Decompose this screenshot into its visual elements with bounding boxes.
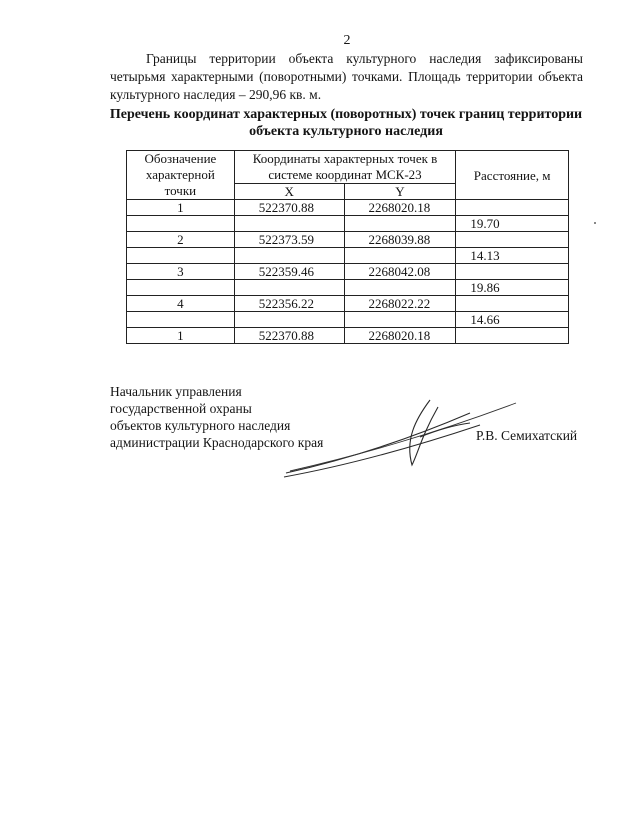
intro-paragraph: Границы территории объекта культурного наследия зафиксированы четырьмя характерными (поворотными) точками. Площадь территории объекта культурного наследия – 290,96 кв. м. (110, 51, 583, 102)
point-cell (127, 280, 235, 296)
coordinates-table (126, 150, 569, 344)
x-coordinate-cell: 522370.88 (234, 328, 344, 344)
table-row (127, 232, 569, 248)
point-cell: 3 (127, 264, 235, 280)
x-coordinate-cell (234, 312, 344, 328)
y-coordinate-cell: 2268022.22 (344, 296, 456, 312)
signatory-line-4: администрации Краснодарского края (110, 435, 324, 450)
y-coordinate-cell: 2268020.18 (344, 328, 456, 344)
heading-line-1: Перечень координат характерных (поворотных) точек границ территории (109, 107, 583, 122)
heading-line-2: объекта культурного наследия (249, 124, 443, 139)
table-row (127, 264, 569, 280)
table-row (127, 280, 569, 296)
coordinates-list-heading (100, 106, 592, 140)
x-coordinate-cell: 522373.59 (234, 232, 344, 248)
distance-cell (456, 328, 569, 344)
signatory-name: Р.В. Семихатский (476, 428, 578, 443)
distance-cell (456, 264, 569, 280)
distance-cell (456, 200, 569, 216)
y-coordinate-cell: 2268042.08 (344, 264, 456, 280)
coordinates-table-body (127, 200, 569, 344)
signatory-line-1: Начальник управления (110, 384, 242, 399)
point-cell: 4 (127, 296, 235, 312)
table-row (127, 216, 569, 232)
header-coordinates-group: Координаты характерных точек в системе координат МСК-23 (234, 151, 456, 184)
point-cell: 2 (127, 232, 235, 248)
point-cell: 1 (127, 328, 235, 344)
y-coordinate-cell (344, 280, 456, 296)
point-cell: 1 (127, 200, 235, 216)
scan-speck (594, 222, 596, 224)
signatory-line-2: государственной охраны (110, 401, 252, 416)
point-cell (127, 216, 235, 232)
x-coordinate-cell: 522356.22 (234, 296, 344, 312)
point-cell (127, 248, 235, 264)
y-coordinate-cell (344, 312, 456, 328)
signatory-line-3: объектов культурного наследия (110, 418, 291, 433)
distance-cell (456, 232, 569, 248)
header-distance: Расстояние, м (456, 151, 569, 200)
x-coordinate-cell (234, 280, 344, 296)
distance-cell: 19.70 (456, 216, 569, 232)
table-row (127, 296, 569, 312)
table-row (127, 200, 569, 216)
distance-cell (456, 296, 569, 312)
table-row (127, 248, 569, 264)
y-coordinate-cell (344, 216, 456, 232)
distance-cell: 19.86 (456, 280, 569, 296)
header-y: Y (344, 184, 456, 200)
page-number: 2 (343, 33, 351, 48)
x-coordinate-cell: 522370.88 (234, 200, 344, 216)
x-coordinate-cell (234, 248, 344, 264)
distance-cell: 14.13 (456, 248, 569, 264)
header-x: X (234, 184, 344, 200)
header-designation: Обозначение характерной точки (127, 151, 235, 200)
y-coordinate-cell: 2268020.18 (344, 200, 456, 216)
x-coordinate-cell (234, 216, 344, 232)
y-coordinate-cell (344, 248, 456, 264)
table-row (127, 328, 569, 344)
distance-cell: 14.66 (456, 312, 569, 328)
x-coordinate-cell: 522359.46 (234, 264, 344, 280)
table-row (127, 312, 569, 328)
y-coordinate-cell: 2268039.88 (344, 232, 456, 248)
point-cell (127, 312, 235, 328)
